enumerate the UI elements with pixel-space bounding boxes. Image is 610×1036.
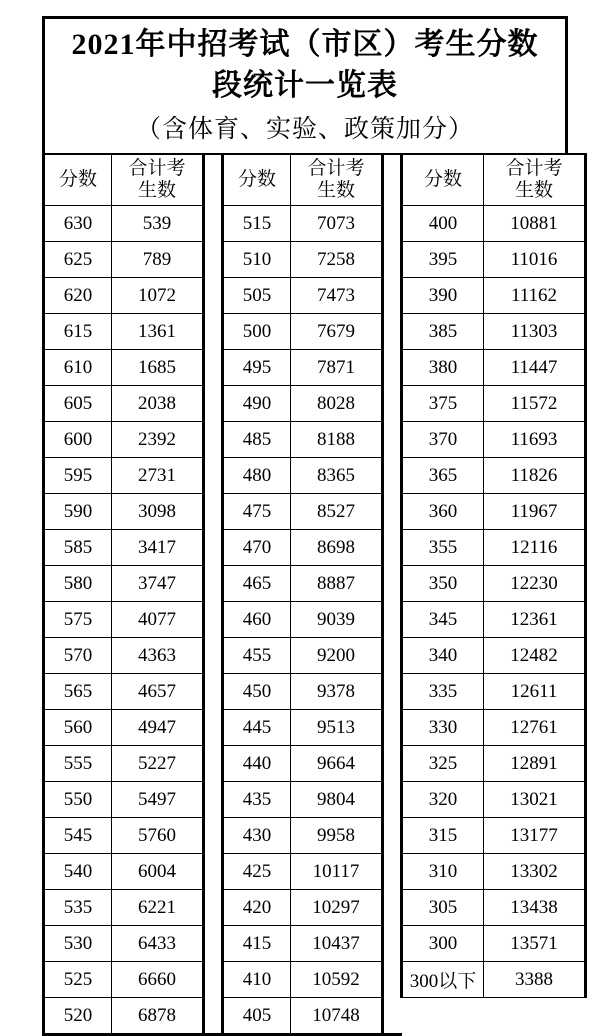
subtitle-block <box>42 110 568 153</box>
cell-count-b1-12: 4077 <box>112 602 204 638</box>
cell-score-b3-20: 305 <box>402 890 484 926</box>
cell-score-b2-12: 460 <box>223 602 291 638</box>
cell-count-b2-22: 10592 <box>291 962 383 998</box>
cell-count-b3-7: 11693 <box>484 422 586 458</box>
cell-score-b1-19: 540 <box>44 854 112 890</box>
cell-score-b1-20: 535 <box>44 890 112 926</box>
block-gap <box>204 242 223 278</box>
cell-count-b2-15: 9513 <box>291 710 383 746</box>
cell-count-b1-10: 3417 <box>112 530 204 566</box>
table-row <box>44 350 586 386</box>
block-gap <box>204 818 223 854</box>
cell-score-b1-11: 580 <box>44 566 112 602</box>
cell-count-b3-19: 13302 <box>484 854 586 890</box>
block-gap <box>383 494 402 530</box>
cell-score-b2-1: 515 <box>223 206 291 242</box>
cell-count-b2-14: 9378 <box>291 674 383 710</box>
cell-score-b3-18: 315 <box>402 818 484 854</box>
cell-score-b1-3: 620 <box>44 278 112 314</box>
table-row <box>44 674 586 710</box>
block-gap <box>383 206 402 242</box>
cell-count-b2-23: 10748 <box>291 998 383 1035</box>
cell-count-b1-8: 2731 <box>112 458 204 494</box>
cell-count-b3-22: 3388 <box>484 962 586 998</box>
cell-score-b3-13: 340 <box>402 638 484 674</box>
cell-count-b1-22: 6660 <box>112 962 204 998</box>
table-row <box>44 638 586 674</box>
cell-count-b2-2: 7258 <box>291 242 383 278</box>
cell-count-b2-13: 9200 <box>291 638 383 674</box>
table-row <box>44 242 586 278</box>
block-gap <box>383 962 402 998</box>
table-row <box>44 962 586 998</box>
cell-count-b3-2: 11016 <box>484 242 586 278</box>
cell-score-b3-3: 390 <box>402 278 484 314</box>
header-count-1-line-2: 生数 <box>137 180 176 202</box>
table-row <box>44 530 586 566</box>
block-gap <box>204 926 223 962</box>
cell-score-b1-2: 625 <box>44 242 112 278</box>
block-gap <box>383 998 402 1035</box>
cell-count-b1-20: 6221 <box>112 890 204 926</box>
cell-score-b2-11: 465 <box>223 566 291 602</box>
block-gap <box>204 782 223 818</box>
cell-score-b2-4: 500 <box>223 314 291 350</box>
block-gap <box>204 278 223 314</box>
block-gap <box>383 746 402 782</box>
cell-score-b3-6: 375 <box>402 386 484 422</box>
cell-score-b3-10: 355 <box>402 530 484 566</box>
document-title-line-2: 段统计一览表 <box>212 68 398 102</box>
cell-count-b3-13: 12482 <box>484 638 586 674</box>
cell-score-b3-15: 330 <box>402 710 484 746</box>
cell-count-b3-11: 12230 <box>484 566 586 602</box>
cell-score-b3-9: 360 <box>402 494 484 530</box>
block-gap <box>383 782 402 818</box>
cell-score-b1-16: 555 <box>44 746 112 782</box>
cell-score-b3-8: 365 <box>402 458 484 494</box>
cell-count-b3-4: 11303 <box>484 314 586 350</box>
cell-score-b2-19: 425 <box>223 854 291 890</box>
cell-score-b3-19: 310 <box>402 854 484 890</box>
cell-count-b3-10: 12116 <box>484 530 586 566</box>
block-gap <box>204 566 223 602</box>
cell-count-b2-12: 9039 <box>291 602 383 638</box>
cell-count-b2-7: 8188 <box>291 422 383 458</box>
cell-count-b2-3: 7473 <box>291 278 383 314</box>
cell-count-b2-18: 9958 <box>291 818 383 854</box>
cell-score-b1-10: 585 <box>44 530 112 566</box>
block-gap <box>383 602 402 638</box>
title-block <box>42 16 568 110</box>
cell-count-b3-18: 13177 <box>484 818 586 854</box>
cell-score-b1-22: 525 <box>44 962 112 998</box>
cell-count-b1-14: 4657 <box>112 674 204 710</box>
cell-score-b2-15: 445 <box>223 710 291 746</box>
cell-count-b2-9: 8527 <box>291 494 383 530</box>
cell-score-b1-8: 595 <box>44 458 112 494</box>
cell-count-b3-12: 12361 <box>484 602 586 638</box>
block-gap <box>383 278 402 314</box>
header-score-1 <box>44 154 112 206</box>
cell-score-b2-13: 455 <box>223 638 291 674</box>
cell-score-b2-20: 420 <box>223 890 291 926</box>
block-gap <box>204 962 223 998</box>
header-count-2-line-1: 合计考 <box>307 158 365 180</box>
cell-score-b3-11: 350 <box>402 566 484 602</box>
header-score-3-line-1: 分数 <box>423 169 462 191</box>
cell-score-b1-18: 545 <box>44 818 112 854</box>
cell-score-b3-2: 395 <box>402 242 484 278</box>
table-row <box>44 710 586 746</box>
cell-count-b1-6: 2038 <box>112 386 204 422</box>
header-score-2-line-1: 分数 <box>237 169 276 191</box>
cell-score-b2-17: 435 <box>223 782 291 818</box>
block-gap <box>383 926 402 962</box>
cell-score-b1-14: 565 <box>44 674 112 710</box>
block-gap <box>383 638 402 674</box>
cell-count-b3-5: 11447 <box>484 350 586 386</box>
cell-count-b1-15: 4947 <box>112 710 204 746</box>
header-score-2 <box>223 154 291 206</box>
cell-score-b1-12: 575 <box>44 602 112 638</box>
cell-count-b2-6: 8028 <box>291 386 383 422</box>
header-count-1 <box>112 154 204 206</box>
table-row <box>44 386 586 422</box>
cell-count-b2-10: 8698 <box>291 530 383 566</box>
cell-count-b1-18: 5760 <box>112 818 204 854</box>
cell-count-b3-23 <box>484 998 586 1035</box>
block-gap <box>204 746 223 782</box>
table-row <box>44 818 586 854</box>
block-gap <box>204 314 223 350</box>
cell-score-b2-2: 510 <box>223 242 291 278</box>
cell-score-b2-16: 440 <box>223 746 291 782</box>
cell-score-b1-23: 520 <box>44 998 112 1035</box>
cell-count-b3-15: 12761 <box>484 710 586 746</box>
header-count-2 <box>291 154 383 206</box>
cell-score-b3-16: 325 <box>402 746 484 782</box>
block-gap <box>204 350 223 386</box>
block-gap <box>204 206 223 242</box>
cell-score-b3-4: 385 <box>402 314 484 350</box>
block-gap <box>383 890 402 926</box>
block-gap <box>383 674 402 710</box>
cell-count-b3-20: 13438 <box>484 890 586 926</box>
block-gap <box>204 422 223 458</box>
cell-score-b3-22: 300以下 <box>402 962 484 998</box>
header-count-1-line-1: 合计考 <box>128 158 186 180</box>
cell-score-b2-23: 405 <box>223 998 291 1035</box>
cell-count-b1-16: 5227 <box>112 746 204 782</box>
cell-count-b2-4: 7679 <box>291 314 383 350</box>
cell-count-b1-2: 789 <box>112 242 204 278</box>
table-row <box>44 854 586 890</box>
block-gap <box>383 242 402 278</box>
table-row <box>44 890 586 926</box>
cell-score-b3-14: 335 <box>402 674 484 710</box>
cell-count-b2-17: 9804 <box>291 782 383 818</box>
block-gap <box>204 458 223 494</box>
table-row <box>44 782 586 818</box>
cell-score-b1-9: 590 <box>44 494 112 530</box>
block-gap <box>204 710 223 746</box>
cell-count-b1-21: 6433 <box>112 926 204 962</box>
block-gap <box>204 494 223 530</box>
header-count-3-line-2: 生数 <box>514 180 553 202</box>
table-row <box>44 278 586 314</box>
cell-score-b2-14: 450 <box>223 674 291 710</box>
block-gap <box>383 314 402 350</box>
cell-count-b1-13: 4363 <box>112 638 204 674</box>
cell-count-b3-8: 11826 <box>484 458 586 494</box>
cell-count-b2-20: 10297 <box>291 890 383 926</box>
cell-count-b3-14: 12611 <box>484 674 586 710</box>
table-row <box>44 494 586 530</box>
table-header-row <box>44 154 586 206</box>
cell-score-b2-10: 470 <box>223 530 291 566</box>
cell-score-b2-3: 505 <box>223 278 291 314</box>
cell-count-b2-16: 9664 <box>291 746 383 782</box>
cell-score-b3-12: 345 <box>402 602 484 638</box>
cell-score-b1-15: 560 <box>44 710 112 746</box>
cell-score-b2-5: 495 <box>223 350 291 386</box>
cell-score-b3-23 <box>402 998 484 1035</box>
block-gap <box>204 602 223 638</box>
block-gap <box>204 854 223 890</box>
block-gap <box>204 674 223 710</box>
cell-score-b2-7: 485 <box>223 422 291 458</box>
cell-count-b3-6: 11572 <box>484 386 586 422</box>
cell-score-b1-6: 605 <box>44 386 112 422</box>
cell-count-b1-1: 539 <box>112 206 204 242</box>
table-row <box>44 566 586 602</box>
block-gap <box>383 154 402 206</box>
cell-count-b3-1: 10881 <box>484 206 586 242</box>
block-gap <box>383 566 402 602</box>
cell-score-b2-21: 415 <box>223 926 291 962</box>
table-row <box>44 458 586 494</box>
score-distribution-table <box>42 153 587 1036</box>
cell-count-b2-11: 8887 <box>291 566 383 602</box>
document-page <box>0 16 610 1026</box>
cell-score-b3-5: 380 <box>402 350 484 386</box>
cell-count-b1-5: 1685 <box>112 350 204 386</box>
cell-score-b3-7: 370 <box>402 422 484 458</box>
table-row <box>44 926 586 962</box>
cell-score-b3-1: 400 <box>402 206 484 242</box>
cell-score-b2-6: 490 <box>223 386 291 422</box>
cell-count-b3-17: 13021 <box>484 782 586 818</box>
cell-count-b1-23: 6878 <box>112 998 204 1035</box>
block-gap <box>383 458 402 494</box>
cell-count-b3-3: 11162 <box>484 278 586 314</box>
block-gap <box>204 154 223 206</box>
cell-count-b1-7: 2392 <box>112 422 204 458</box>
cell-count-b1-17: 5497 <box>112 782 204 818</box>
cell-score-b1-4: 615 <box>44 314 112 350</box>
cell-count-b2-1: 7073 <box>291 206 383 242</box>
cell-count-b2-21: 10437 <box>291 926 383 962</box>
cell-score-b1-1: 630 <box>44 206 112 242</box>
cell-count-b2-5: 7871 <box>291 350 383 386</box>
cell-score-b1-7: 600 <box>44 422 112 458</box>
cell-count-b1-11: 3747 <box>112 566 204 602</box>
cell-score-b2-8: 480 <box>223 458 291 494</box>
cell-score-b1-21: 530 <box>44 926 112 962</box>
header-count-3 <box>484 154 586 206</box>
cell-score-b2-22: 410 <box>223 962 291 998</box>
block-gap <box>204 530 223 566</box>
table-row <box>44 998 586 1035</box>
block-gap <box>383 710 402 746</box>
table-row <box>44 746 586 782</box>
header-count-3-line-1: 合计考 <box>505 158 563 180</box>
cell-score-b3-21: 300 <box>402 926 484 962</box>
block-gap <box>383 818 402 854</box>
header-score-1-line-1: 分数 <box>58 169 97 191</box>
cell-score-b3-17: 320 <box>402 782 484 818</box>
block-gap <box>204 890 223 926</box>
cell-score-b2-18: 430 <box>223 818 291 854</box>
block-gap <box>204 386 223 422</box>
table-row <box>44 314 586 350</box>
block-gap <box>204 638 223 674</box>
block-gap <box>383 530 402 566</box>
cell-score-b1-5: 610 <box>44 350 112 386</box>
cell-count-b3-16: 12891 <box>484 746 586 782</box>
header-count-2-line-2: 生数 <box>316 180 355 202</box>
cell-score-b1-13: 570 <box>44 638 112 674</box>
cell-count-b1-3: 1072 <box>112 278 204 314</box>
cell-count-b2-19: 10117 <box>291 854 383 890</box>
table-row <box>44 206 586 242</box>
cell-count-b1-9: 3098 <box>112 494 204 530</box>
block-gap <box>383 422 402 458</box>
cell-count-b3-9: 11967 <box>484 494 586 530</box>
cell-count-b1-4: 1361 <box>112 314 204 350</box>
table-row <box>44 422 586 458</box>
block-gap <box>383 350 402 386</box>
table-row <box>44 602 586 638</box>
block-gap <box>204 998 223 1035</box>
block-gap <box>383 854 402 890</box>
cell-score-b2-9: 475 <box>223 494 291 530</box>
header-score-3 <box>402 154 484 206</box>
cell-count-b1-19: 6004 <box>112 854 204 890</box>
cell-score-b1-17: 550 <box>44 782 112 818</box>
cell-count-b3-21: 13571 <box>484 926 586 962</box>
document-title-line-1: 2021年中招考试（市区）考生分数 <box>71 28 539 61</box>
document-subtitle: （含体育、实验、政策加分） <box>135 116 474 143</box>
cell-count-b2-8: 8365 <box>291 458 383 494</box>
block-gap <box>383 386 402 422</box>
